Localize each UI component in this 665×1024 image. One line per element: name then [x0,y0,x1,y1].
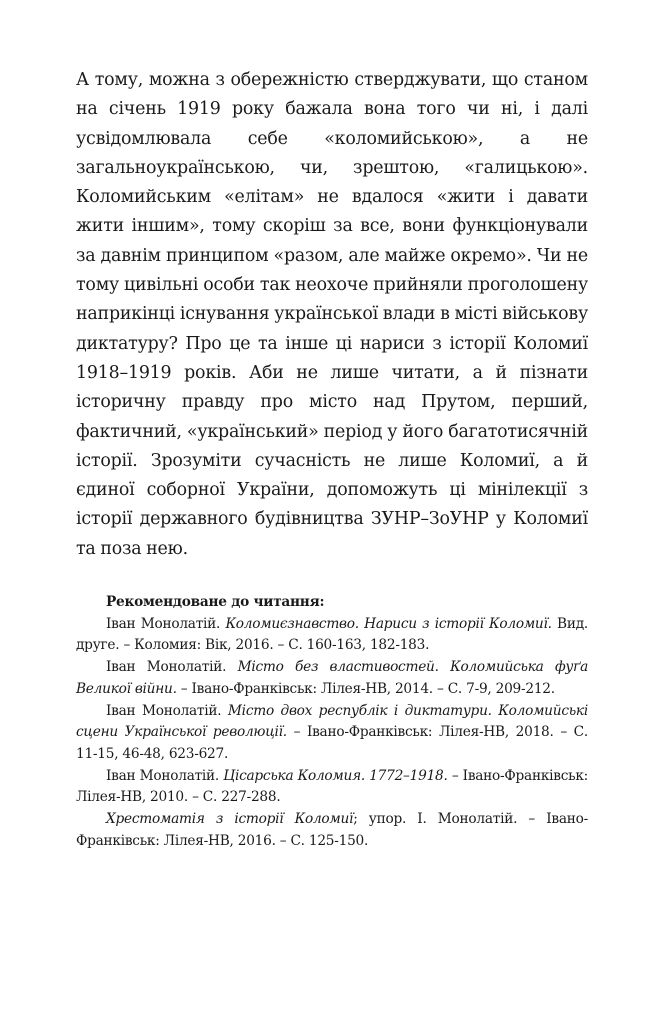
reference-item [76,766,588,809]
reference-item [76,701,588,766]
reference-item [76,614,588,657]
reference-details: – Івано-Франківськ: Лілея-НВ, 2010. – С. 227-288. [76,767,589,806]
reference-details: – Івано-Франківськ: Лілея-НВ, 2014. – С. 7-9, 209-212. [176,680,555,697]
recommended-reading [76,592,588,852]
reference-author: Іван Монолатій. [106,702,228,719]
reference-details: – Івано-Франківськ: Лілея-НВ, 2018. – С. 11-15, 46-48, 623-627. [76,724,588,762]
reference-title: Хрестоматія з історії Коломиї [106,811,354,828]
reference-title: Місто двох республік і диктатури. Коломийські сцени Української революції. [76,702,588,741]
reference-item [76,657,588,700]
reference-author: Іван Монолатій. [106,767,224,784]
reference-title: Цісарська Коломия. 1772–1918. [223,767,448,784]
document-page [76,66,588,852]
reference-author: Іван Монолатій. [106,615,226,632]
reference-title: Місто без властивостей. Коломийська фуґа Великої війни. [76,659,589,697]
reference-details: ; упор. І. Монолатій. – Івано-Франківськ: Лілея-НВ, 2016. – С. 125-150. [76,811,588,849]
reference-item [76,809,588,852]
reference-details: Вид. друге. – Коломия: Вік, 2016. – С. 160-163, 182-183. [76,615,588,654]
reference-title: Коломиєзнавство. Нариси з історії Коломиї. [225,615,552,632]
body-paragraph: А тому, можна з обережністю стверджувати, що станом на січень 1919 року бажала вона того чи ні, і далі усвідомлювала себе «коломийською», а не загальноукраїнською, чи, зрештою, «галицькою». Коломийським «елітам» не вдалося «жити і давати жити іншим», тому скоріш за все, вони функціонували за давнім принципом «разом, але майже окремо». Чи не тому цивільні особи так неохоче прийняли проголошену наприкінці існування української влади в місті військову диктатуру? Про це та інше ці нариси з історії Коломиї 1918–1919 років. Аби не лише читати, а й пізнати історичну правду про місто над Прутом, перший, фактичний, «український» період у його багатотисячній історії. Зрозуміти сучасність не лише Коломиї, а й єдиної соборної України, допоможуть ці мінілекції з історії державного будівництва ЗУНР–ЗоУНР у Коломиї та поза нею. [76,70,588,559]
recommended-reading-heading: Рекомендоване до читання: [106,594,325,611]
reference-author: Іван Монолатій. [106,659,238,676]
